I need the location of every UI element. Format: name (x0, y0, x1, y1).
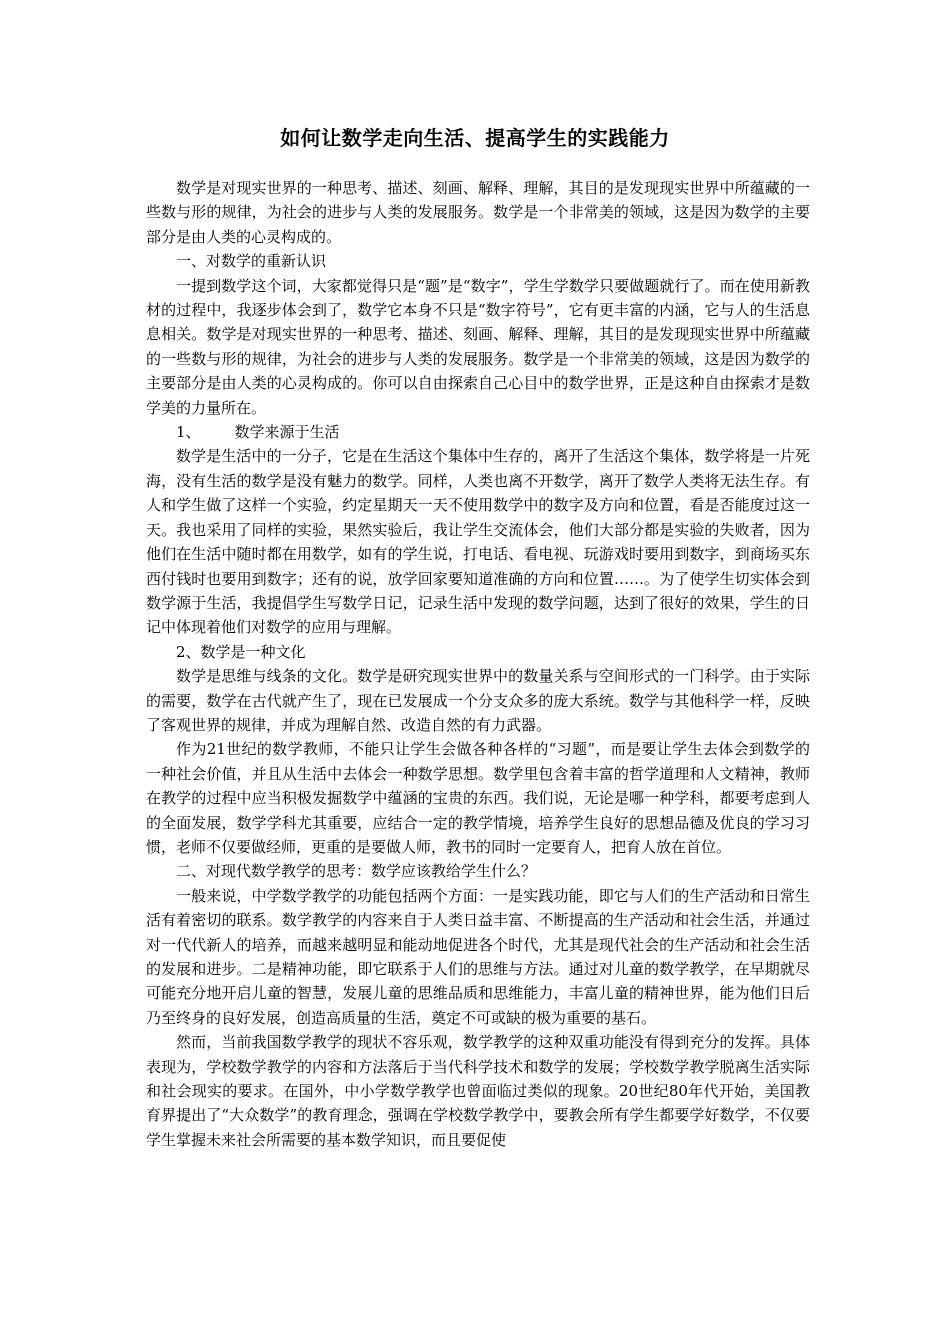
paragraph-current-situation: 然而，当前我国数学教学的现状不容乐观，数学教学的这种双重功能没有得到充分的发挥。具体表现为，学校数学教学的内容和方法落后于当代科学技术和数学的发展；学校数学教学脱离生活实际和社会现实的要求。在国外，中小学数学教学也曾面临过类似的现象。20世纪80年代开始，美国教育界提出了“大众数学”的教育理念，强调在学校数学教学中，要教会所有学生都要学好数学，不仅要学生掌握未来社会所需要的基本数学知识，而且要促使 (146, 1033, 810, 1149)
subheading-math-from-life (146, 420, 810, 444)
document-body (146, 176, 810, 1152)
subheading-number: 1、 (176, 423, 201, 442)
subheading-text: 数学来源于生活 (234, 423, 340, 442)
section-heading-2: 二、对现代数学教学的思考：数学应该教给学生什么？ (176, 862, 537, 881)
paragraph-teaching-functions: 一般来说，中学数学教学的功能包括两个方面：一是实践功能，即它与人们的生产活动和日常生活有着密切的联系。数学教学的内容来自于人类日益丰富、不断提高的生产活动和社会生活，并通过对一代代新人的培养，而越来越明显和能动地促进各个时代，尤其是现代社会的生产活动和社会生活的发展和进步。二是精神功能，即它联系于人们的思维与方法。通过对儿童的数学教学，在早期就尽可能充分地开启儿童的智慧，发展儿童的思维品质和思维能力，丰富儿童的精神世界，能为他们日后乃至终身的良好发展，创造高质量的生活，奠定不可或缺的极为重要的基石。 (146, 886, 810, 1027)
document-title: 如何让数学走向生活、提高学生的实践能力 (280, 126, 670, 150)
paragraph-math-culture: 数学是思维与线条的文化。数学是研究现实世界中的数量关系与空间形式的一门科学。由于实际的需要，数学在古代就产生了，现在已发展成一个分支众多的庞大系统。数学与其他科学一样，反映了客观世界的规律，并成为理解自然、改造自然的有力武器。 (146, 667, 810, 734)
section-heading-1: 一、对数学的重新认识 (176, 252, 327, 271)
paragraph-intro: 数学是对现实世界的一种思考、描述、刻画、解释、理解，其目的是发现现实世界中所蕴藏的一些数与形的规律，为社会的进步与人类的发展服务。数学是一个非常美的领域，这是因为数学的主要部分是由人类的心灵构成的。 (146, 179, 810, 246)
paragraph-math-in-life: 数学是生活中的一分子，它是在生活这个集体中生存的，离开了生活这个集体，数学将是一片死海，没有生活的数学是没有魅力的数学。同样，人类也离不开数学，离开了数学人类将无法生存。有人和学生做了这样一个实验，约定星期天一天不使用数学中的数字及方向和位置，看是否能度过这一天。我也采用了同样的实验，果然实验后，我让学生交流体会，他们大部分都是实验的失败者，因为他们在生活中随时都在用数学，如有的学生说，打电话、看电视、玩游戏时要用到数字，到商场买东西付钱时也要用到数字；还有的说，放学回家要知道准确的方向和位置……。为了使学生切实体会到数学源于生活，我提倡学生写数学日记，记录生活中发现的数学问题，达到了很好的效果，学生的日记中体现着他们对数学的应用与理解。 (146, 447, 810, 637)
paragraph-21st-century-teacher: 作为21世纪的数学教师，不能只让学生会做各种各样的“习题”，而是要让学生去体会到数学的一种社会价值，并且从生活中去体会一种数学思想。数学里包含着丰富的哲学道理和人文精神，教师在教学的过程中应当积极发掘数学中蕴涵的宝贵的东西。我们说，无论是哪一种学科，都要考虑到人的全面发展，数学学科尤其重要，应结合一定的教学情境，培养学生良好的思想品德及优良的学习习惯，老师不仅要做经师，更重的是要做人师，教书的同时一定要育人，把育人放在首位。 (146, 740, 810, 856)
subheading-math-culture: 2、数学是一种文化 (176, 642, 306, 661)
paragraph-rethink-math: 一提到数学这个词，大家都觉得只是“题”是“数字”，学生学数学只要做题就行了。而在使用新教材的过程中，我逐步体会到了，数学它本身不只是“数字符号”，它有更丰富的内涵，它与人的生活息息相关。数学是对现实世界的一种思考、描述、刻画、解释、理解，其目的是发现现实世界中所蕴藏的一些数与形的规律，为社会的进步与人类的发展服务。数学是一个非常美的领域，这是因为数学的主要部分是由人类的心灵构成的。你可以自由探索自己心目中的数学世界，正是这种自由探索才是数学美的力量所在。 (146, 276, 810, 417)
